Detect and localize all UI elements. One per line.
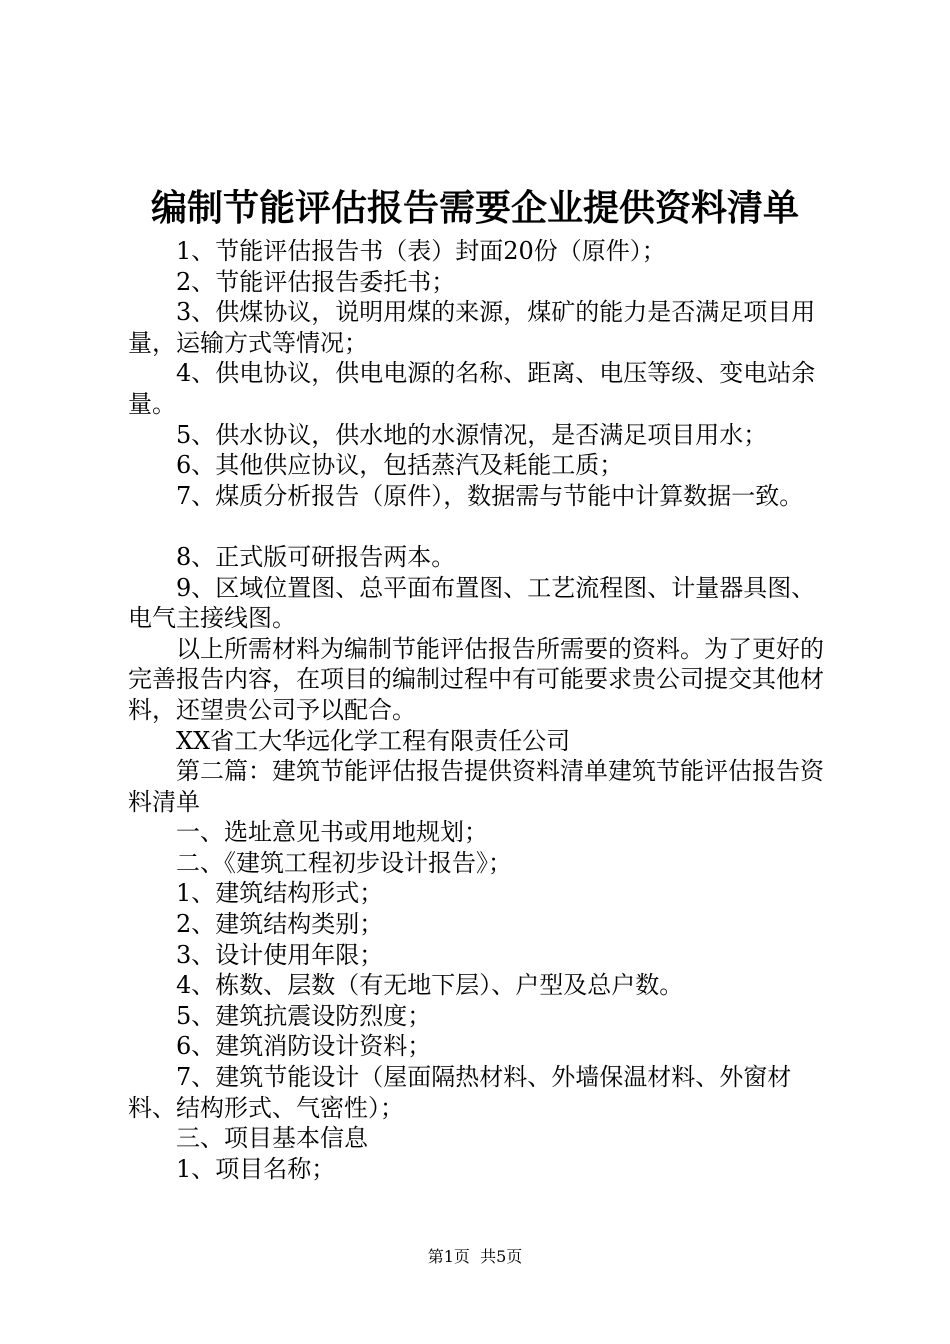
paragraph: 3、设计使用年限； xyxy=(176,940,384,969)
paragraph: 1、项目名称； xyxy=(176,1154,336,1183)
paragraph: 1、建筑结构形式； xyxy=(176,879,384,908)
paragraph: 7、建筑节能设计（屋面隔热材料、外墙保温材料、外窗材料、结构形式、气密性）； xyxy=(128,1063,792,1122)
paragraph: 以上所需材料为编制节能评估报告所需要的资料。为了更好的完善报告内容，在项目的编制过程中有可能要求贵公司提交其他材料，还望贵公司予以配合。 xyxy=(128,634,824,724)
page-footer: 第1页 共5页 xyxy=(427,1247,523,1266)
paragraph: 1、节能评估报告书（表）封面20份（原件）； xyxy=(176,237,666,265)
section-heading: 第二篇：建筑节能评估报告提供资料清单建筑节能评估报告资料清单 xyxy=(128,757,824,816)
paragraph: 5、供水协议，供水地的水源情况，是否满足项目用水； xyxy=(176,420,768,449)
paragraph: 4、栋数、层数（有无地下层）、户型及总户数。 xyxy=(176,971,684,1000)
paragraph: 2、建筑结构类别； xyxy=(176,910,384,939)
paragraph: 5、建筑抗震设防烈度； xyxy=(176,1001,432,1030)
paragraph: 一、选址意见书或用地规划； xyxy=(176,818,488,847)
paragraph: 三、项目基本信息 xyxy=(176,1124,368,1153)
paragraph: 7、煤质分析报告（原件），数据需与节能中计算数据一致。 xyxy=(176,481,804,510)
paragraph: 8、正式版可研报告两本。 xyxy=(176,542,456,571)
paragraph: 9、区域位置图、总平面布置图、工艺流程图、计量器具图、电气主接线图。 xyxy=(128,573,816,633)
paragraph: 2、节能评估报告委托书； xyxy=(176,267,456,296)
blank-line xyxy=(128,511,838,542)
company-name: XX省工大华远化学工程有限责任公司 xyxy=(176,726,571,755)
document-title: 编制节能评估报告需要企业提供资料清单 xyxy=(150,187,799,229)
document-body xyxy=(128,236,838,1184)
paragraph: 二、《建筑工程初步设计报告》； xyxy=(176,848,512,877)
paragraph: 6、其他供应协议，包括蒸汽及耗能工质； xyxy=(176,451,624,480)
paragraph: 6、建筑消防设计资料； xyxy=(176,1032,432,1061)
paragraph: 3、供煤协议，说明用煤的来源，煤矿的能力是否满足项目用量，运输方式等情况； xyxy=(128,298,816,357)
paragraph: 4、供电协议，供电电源的名称、距离、电压等级、变电站余量。 xyxy=(128,359,816,418)
